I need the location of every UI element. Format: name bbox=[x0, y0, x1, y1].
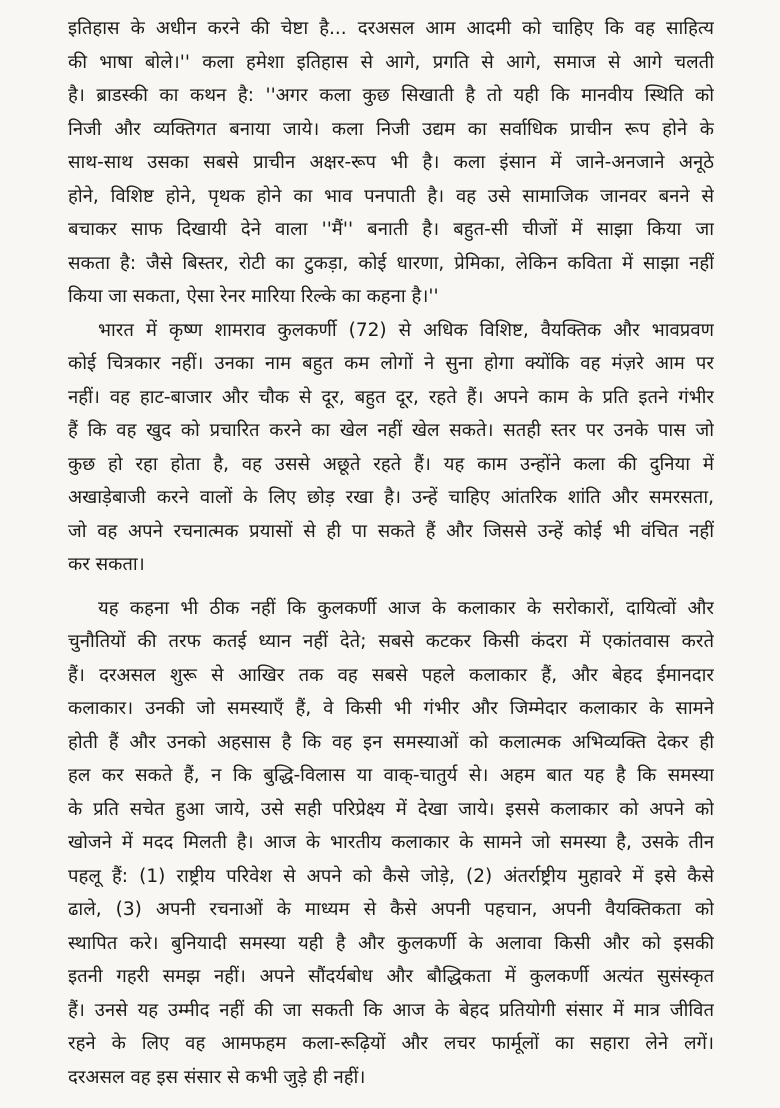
text-line: रहने के लिए वह आमफहम कला-रूढ़ियों और लचर फार्मूलों का सहारा लेने लगें। bbox=[68, 1033, 714, 1054]
text-line: कलाकार। उनकी जो समस्याएँ हैं, वे किसी भी गंभीर और जिम्मेदार कलाकार के सामने bbox=[68, 698, 714, 719]
text-line: कोई चित्रकार नहीं। उनका नाम बहुत कम लोगों ने सुना होगा क्योंकि वह मंज़रे आम पर bbox=[68, 353, 714, 374]
text-line: खोजने में मदद मिलती है। आज के भारतीय कलाकार के सामने जो समस्या है, उसके तीन bbox=[68, 832, 714, 853]
text-line: चुनौतियों की तरफ कतई ध्यान नहीं देते; सबसे कटकर किसी कंदरा में एकांतवास करते bbox=[68, 631, 714, 652]
text-line: साथ-साथ उसका सबसे प्राचीन अक्षर-रूप भी है। कला इंसान में जाने-अनजाने अनूठे bbox=[68, 152, 714, 173]
text-line: सकता है: जैसे बिस्तर, रोटी का टुकड़ा, कोई धारणा, प्रेमिका, लेकिन कविता में साझा नहीं bbox=[68, 252, 714, 274]
document-page bbox=[68, 12, 714, 1094]
text-line: कर सकता। bbox=[68, 554, 145, 575]
text-line: नहीं। वह हाट-बाजार और चौक से दूर, बहुत दूर, रहते हैं। अपने काम के प्रति इतने गंभीर bbox=[68, 386, 714, 408]
text-line: हैं। दरअसल शुरू से आखिर तक वह सबसे पहले कलाकार हैं, और बेहद ईमानदार bbox=[68, 664, 714, 686]
paragraph-1 bbox=[68, 12, 714, 314]
text-line: दरअसल वह इस संसार से कभी जुड़े ही नहीं। bbox=[68, 1066, 366, 1088]
text-line: हैं। उनसे यह उम्मीद नहीं की जा सकती कि आज के बेहद प्रतियोगी संसार में मात्र जीवित bbox=[68, 999, 714, 1021]
text-line: कुछ हो रहा होता है, वह उससे अछूते रहते हैं। यह काम उन्होंने कला की दुनिया में bbox=[68, 453, 714, 475]
text-line: होती हैं और उनको अहसास है कि वह इन समस्याओं को कलात्मक अभिव्यक्ति देकर ही bbox=[68, 731, 714, 753]
text-line: अखाड़ेबाजी करने वालों के लिए छोड़ रखा है। उन्हें चाहिए आंतरिक शांति और समरसता, bbox=[68, 487, 714, 508]
text-line: बचाकर साफ दिखायी देने वाला ''मैं'' बनाती है। बहुत-सी चीजों में साझा किया जा bbox=[68, 219, 714, 240]
text-line: होने, विशिष्ट होने, पृथक होने का भाव पनपाती है। वह उसे सामाजिक जानवर बनने से bbox=[68, 185, 714, 207]
text-line: के प्रति सचेत हुआ जाये, उसे सही परिप्रेक्ष्य में देखा जाये। इससे कलाकार को अपने को bbox=[68, 798, 714, 820]
text-line: जो वह अपने रचनात्मक प्रयासों से ही पा सकते हैं और जिससे उन्हें कोई भी वंचित नहीं bbox=[68, 520, 714, 542]
text-line: हैं कि वह खुद को प्रचारित करने का खेल नहीं खेल सकते। सतही स्तर पर उनके पास जो bbox=[68, 420, 714, 441]
text-line: ढाले, (3) अपनी रचनाओं के माध्यम से कैसे अपनी पहचान, अपनी वैयक्तिकता को bbox=[68, 899, 714, 920]
text-line: की भाषा बोले।'' कला हमेशा इतिहास से आगे, प्रगति से आगे, समाज से आगे चलती bbox=[68, 51, 714, 73]
text-line: हल कर सकते हैं, न कि बुद्धि-विलास या वाक्-चातुर्य से। अहम बात यह है कि समस्या bbox=[68, 765, 714, 786]
paragraph-3 bbox=[68, 592, 714, 1095]
text-line: है। ब्राडस्की का कथन है: ''अगर कला कुछ सिखाती है तो यही कि मानवीय स्थिति को bbox=[68, 85, 714, 106]
text-line: स्थापित करे। बुनियादी समस्या यही है और कुलकर्णी के अलावा किसी और को इसकी bbox=[68, 932, 714, 954]
text-line: इतनी गहरी समझ नहीं। अपने सौंदर्यबोध और बौद्धिकता में कुलकर्णी अत्यंत सुसंस्कृत bbox=[68, 966, 714, 987]
text-line: पहलू हैं: (1) राष्ट्रीय परिवेश से अपने को कैसे जोड़े, (2) अंतर्राष्ट्रीय मुहावरे में इसे कैसे bbox=[68, 865, 714, 887]
text-line: किया जा सकता, ऐसा रेनर मारिया रिल्के का कहना है।'' bbox=[68, 286, 439, 307]
text-line: यह कहना भी ठीक नहीं कि कुलकर्णी आज के कलाकार के सरोकारों, दायित्वों और bbox=[98, 597, 714, 619]
paragraph-2 bbox=[68, 314, 714, 582]
text-line: भारत में कृष्ण शामराव कुलकर्णी (72) से अधिक विशिष्ट, वैयक्तिक और भावप्रवण bbox=[98, 319, 714, 341]
text-line: इतिहास के अधीन करने की चेष्टा है... दरअसल आम आदमी को चाहिए कि वह साहित्य bbox=[68, 18, 714, 39]
paragraph-spacer bbox=[68, 582, 714, 592]
text-line: निजी और व्यक्तिगत बनाया जाये। कला निजी उद्यम का सर्वाधिक प्राचीन रूप होने के bbox=[68, 118, 714, 140]
